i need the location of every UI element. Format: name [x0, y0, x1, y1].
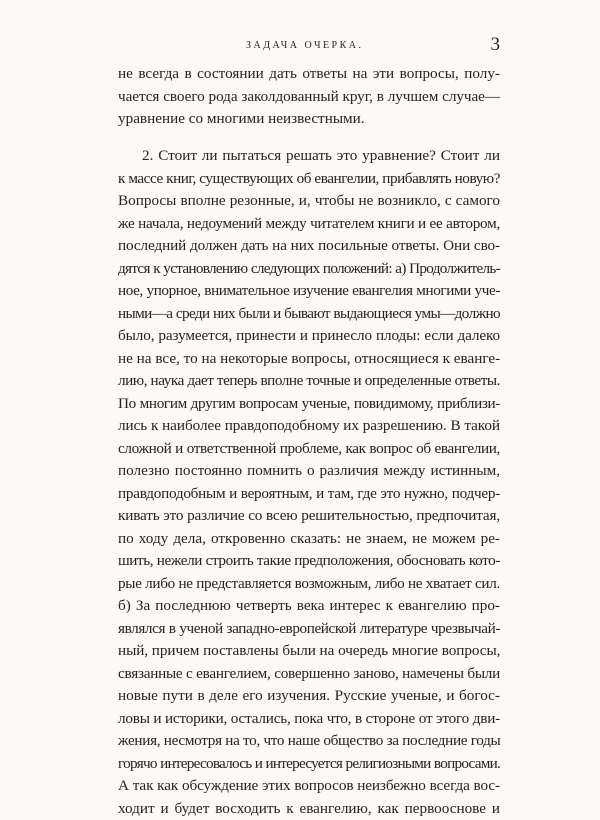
text-line: являлся в ученой западно-европейской литературе чрезвычай-: [118, 618, 500, 641]
text-line: к массе книг, существующих об евангелии, прибавлять новую?: [118, 168, 500, 191]
text-line: уравнение со многими неизвестными.: [118, 108, 500, 131]
text-line: Вопросы вполне резонные, и, чтобы не возникло, с самого: [118, 190, 500, 213]
paragraph-2: [118, 145, 500, 820]
text-line: лись к наиболее правдоподобному их разрешению. В такой: [118, 415, 500, 438]
text-line: кивать это различие со всею решительностью, предпочитая,: [118, 505, 500, 528]
text-line: новые пути в деле его изучения. Русские ученые, и богос-: [118, 685, 500, 708]
page-number: 3: [491, 34, 501, 56]
text-line: ходит и будет восходить к евангелию, как первооснове и: [118, 798, 500, 820]
text-line: же начала, недоумений между читателем книги и ее автором,: [118, 213, 500, 236]
text-line: ловы и историки, остались, пока что, в стороне от этого дви-: [118, 708, 500, 731]
text-line: А так как обсуждение этих вопросов неизбежно всегда вос-: [118, 775, 500, 798]
running-head: ЗАДАЧА ОЧЕРКА.: [246, 40, 364, 51]
text-line: последний должен дать на них посильные ответы. Они сво-: [118, 235, 500, 258]
text-line: По многим другим вопросам ученые, повидимому, приблизи-: [118, 393, 500, 416]
text-line: по ходу дела, откровенно сказать: не знаем, не можем ре-: [118, 528, 500, 551]
text-line: шить, нежели строить такие предположения, обосновать кото-: [118, 550, 500, 573]
text-line: ный, причем поставлены были на очередь многие вопросы,: [118, 640, 500, 663]
text-line: 2. Стоит ли пытаться решать это уравнение? Стоит ли: [118, 145, 500, 168]
text-line: жения, несмотря на то, что наше общество за последние годы: [118, 730, 500, 753]
text-line: полезно постоянно помнить о различия между истинным,: [118, 460, 500, 483]
text-line: ными—а среди них были и бывают выдающиеся умы—должно: [118, 303, 500, 326]
text-line: сложной и ответственной проблеме, как вопрос об евангелии,: [118, 438, 500, 461]
paragraph-1: [118, 63, 500, 131]
text-line: чается своего рода заколдованный круг, в лучшем случае—: [118, 86, 500, 109]
text-line: связанные с евангелием, совершенно заново, намечены были: [118, 663, 500, 686]
text-line: правдоподобным и вероятным, и там, где это нужно, подчер-: [118, 483, 500, 506]
text-line: рые либо не представляется возможным, либо не хватает сил.: [118, 573, 500, 596]
text-line: лию, наука дает теперь вполне точные и определенные ответы.: [118, 370, 500, 393]
text-line: горячо интересовалось и интересуется религиозными вопросами.: [118, 753, 500, 776]
text-line: ное, упорное, внимательное изучение евангелия многими уче-: [118, 280, 500, 303]
page-header: [118, 38, 500, 60]
text-line: дятся к установлению следующих положений: а) Продолжитель-: [118, 258, 500, 281]
text-line: б) За последнюю четверть века интерес к евангелию про-: [118, 595, 500, 618]
text-line: не на все, то на некоторые вопросы, относящиеся к еванге-: [118, 348, 500, 371]
text-line: не всегда в состоянии дать ответы на эти вопросы, полу-: [118, 63, 500, 86]
text-line: было, разумеется, принести и принесло плоды: если далеко: [118, 325, 500, 348]
